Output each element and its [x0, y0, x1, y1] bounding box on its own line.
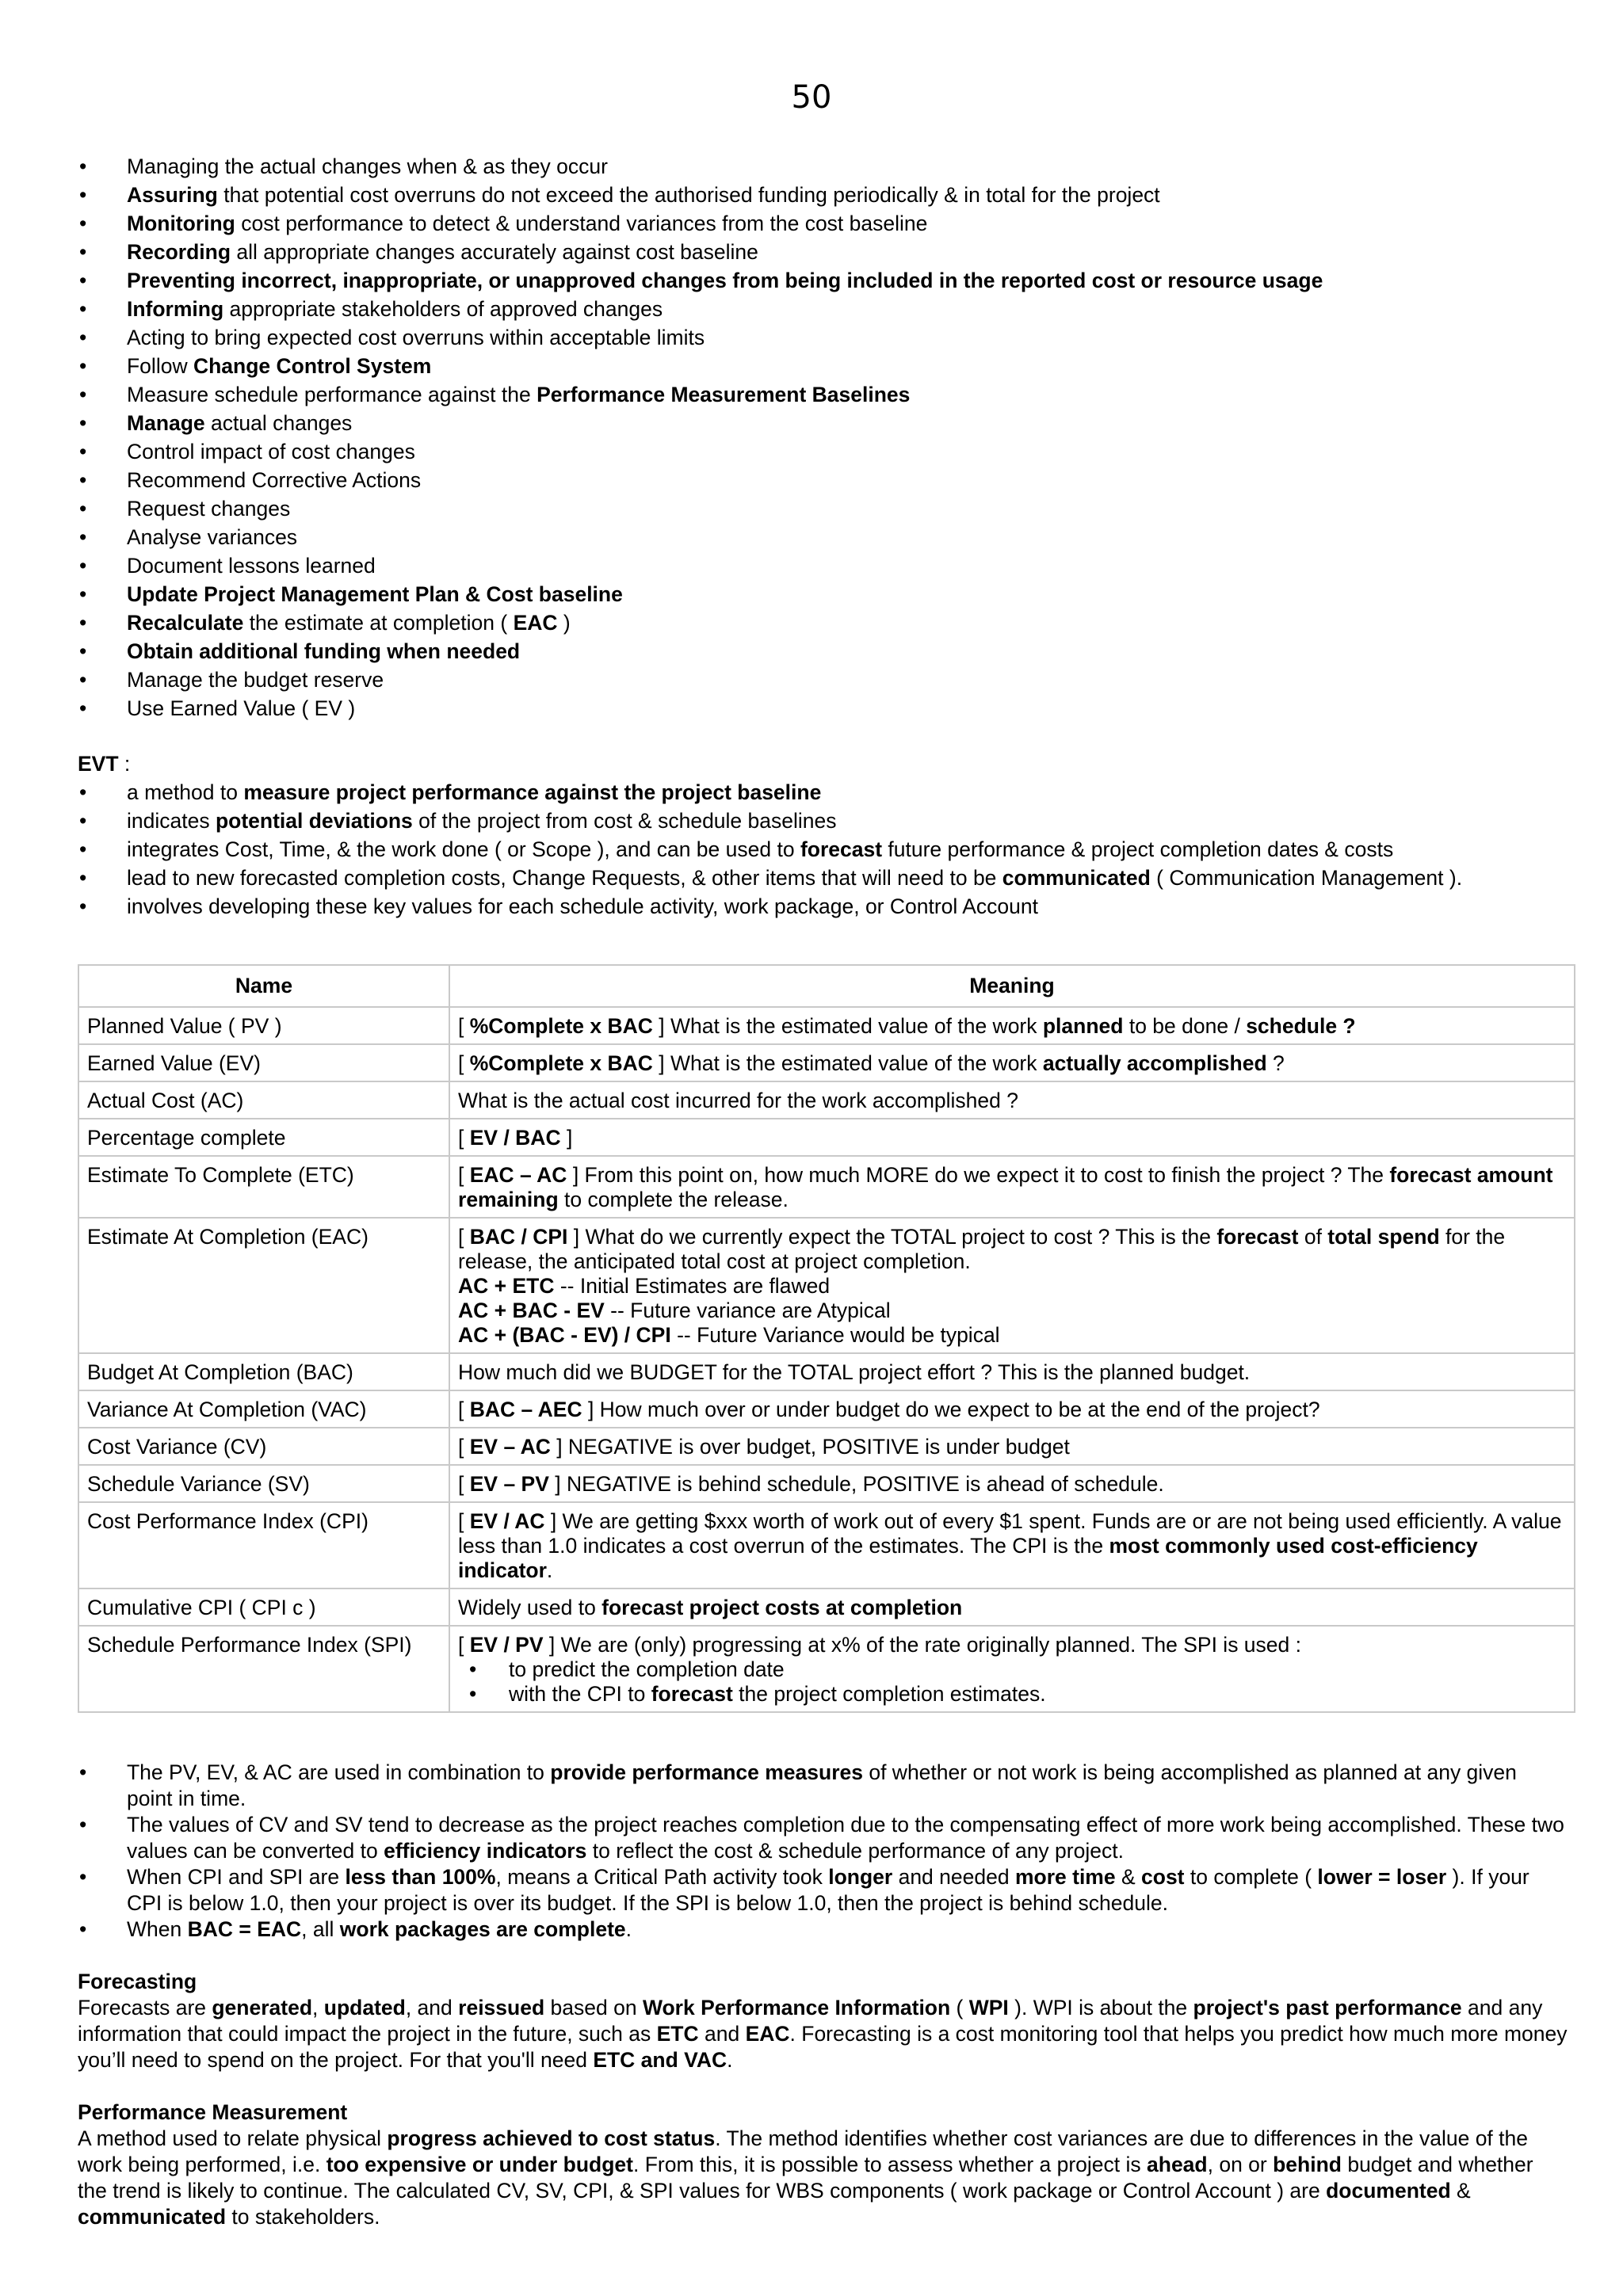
text-run: . Forecasting is a cost monitoring tool that helps you predict how much more money you’ll need to spend on the project. For that you'll need — [78, 2022, 1568, 2072]
text-run: ] How much over or under budget do we expect to be at the end of the project? — [582, 1398, 1320, 1421]
list-item — [78, 864, 1568, 892]
text-run: and — [698, 2022, 746, 2046]
text-run: the project completion estimates. — [732, 1682, 1046, 1706]
bold-text: total spend — [1327, 1225, 1440, 1249]
text-run: to complete the release. — [558, 1188, 789, 1211]
performance-notes-bullet-list — [78, 1760, 1568, 1943]
bold-text: BAC = EAC — [187, 1917, 302, 1941]
bold-text: BAC / CPI — [469, 1225, 568, 1249]
list-item — [78, 238, 1568, 266]
meaning-cell — [449, 1589, 1575, 1626]
list-item — [78, 323, 1568, 352]
list-item — [78, 637, 1568, 666]
list-item — [78, 209, 1568, 238]
table-row — [78, 1589, 1575, 1626]
text-run: When — [127, 1917, 188, 1941]
bold-text: Recalculate — [127, 611, 244, 635]
bold-text: ahead — [1147, 2153, 1208, 2176]
text-run: [ — [458, 1398, 470, 1421]
text-run: -- Future variance are Atypical — [604, 1299, 891, 1322]
bold-text: forecast amount remaining — [458, 1163, 1553, 1211]
text-run: and any information that could impact the project in the future, such as — [78, 1996, 1543, 2046]
text-run: the estimate at completion ( — [243, 611, 514, 635]
bold-text: behind — [1273, 2153, 1342, 2176]
bold-text: EV – AC — [469, 1435, 551, 1459]
text-run: What is the actual cost incurred for the work accomplished ? — [458, 1089, 1018, 1112]
bold-text: ETC and VAC — [593, 2048, 727, 2072]
bold-text: provide performance measures — [550, 1760, 863, 1784]
term-cell: Schedule Variance (SV) — [78, 1465, 449, 1502]
text-run: of the project from cost & schedule baselines — [412, 809, 837, 833]
bold-text: generated — [212, 1996, 313, 2019]
list-item — [78, 466, 1568, 494]
table-row — [78, 1007, 1575, 1044]
bold-text: WPI — [968, 1996, 1009, 2019]
bold-text: EV / AC — [469, 1509, 545, 1533]
text-run: that potential cost overruns do not exceed the authorised funding periodically & in total for the project — [217, 183, 1160, 207]
term-cell: Schedule Performance Index (SPI) — [78, 1626, 449, 1712]
text-run: ? — [1266, 1051, 1285, 1075]
text-run: ). WPI is about the — [1008, 1996, 1193, 2019]
bold-text: BAC – AEC — [469, 1398, 582, 1421]
meaning-line — [458, 1323, 1566, 1348]
table-header-meaning: Meaning — [449, 965, 1575, 1007]
list-item — [78, 181, 1568, 209]
bold-text: EV / BAC — [469, 1126, 561, 1150]
text-run: . — [727, 2048, 733, 2072]
text-run: of — [1298, 1225, 1328, 1249]
bold-text: Change Control System — [193, 354, 432, 378]
text-run: -- Future Variance would be typical — [670, 1323, 1000, 1347]
forecasting-body — [78, 1995, 1568, 2073]
bold-text: forecast — [1216, 1225, 1299, 1249]
text-run: -- Initial Estimates are flawed — [554, 1274, 831, 1298]
meaning-line — [458, 1509, 1566, 1583]
text-run: with the CPI to — [509, 1682, 651, 1706]
text-run: for the release, the anticipated total cost at project completion. — [458, 1225, 1506, 1273]
text-run: , — [312, 1996, 324, 2019]
text-run: . From this, it is possible to assess whether a project is — [632, 2153, 1148, 2176]
list-item — [78, 1917, 1568, 1943]
text-run: ] What is the estimated value of the work — [652, 1014, 1043, 1038]
list-item — [78, 551, 1568, 580]
table-row — [78, 1353, 1575, 1390]
bold-text: too expensive or under budget — [326, 2153, 633, 2176]
bold-text: Monitoring — [127, 212, 235, 235]
text-run: , means a Critical Path activity took — [495, 1865, 829, 1889]
bold-text: AC + (BAC - EV) / CPI — [458, 1323, 671, 1347]
evt-heading-colon: : — [118, 752, 131, 776]
bold-text: lower = loser — [1317, 1865, 1447, 1889]
list-item — [78, 580, 1568, 608]
bold-text: planned — [1042, 1014, 1124, 1038]
bold-text: less than 100% — [345, 1865, 496, 1889]
term-cell: Cumulative CPI ( CPI c ) — [78, 1589, 449, 1626]
bold-text: Recording — [127, 240, 231, 264]
bold-text: actually accomplished — [1042, 1051, 1267, 1075]
text-run: . The method identifies whether cost variances are due to differences in the value of the work being performed, i.e. — [78, 2126, 1528, 2176]
meaning-line — [458, 1398, 1566, 1422]
bold-text: Work Performance Information — [642, 1996, 951, 2019]
term-cell: Actual Cost (AC) — [78, 1081, 449, 1119]
bold-text: project's past performance — [1193, 1996, 1462, 2019]
meaning-line — [458, 1435, 1566, 1459]
main-content — [78, 152, 1568, 921]
text-run: ] What is the estimated value of the work — [652, 1051, 1043, 1075]
text-run: integrates Cost, Time, & the work done ( or Scope ), and can be used to — [127, 837, 800, 861]
bold-text: EV – PV — [469, 1472, 549, 1496]
text-run: Use Earned Value ( EV ) — [127, 696, 356, 720]
bold-text: forecast project costs at completion — [601, 1596, 963, 1619]
evt-heading — [78, 749, 1568, 778]
list-item — [78, 778, 1568, 807]
bold-text: AC + ETC — [458, 1274, 555, 1298]
text-run: Request changes — [127, 497, 291, 521]
list-item — [78, 409, 1568, 437]
bold-text: EV / PV — [469, 1633, 544, 1657]
text-run: A method used to relate physical — [78, 2126, 388, 2150]
text-run: ). If your CPI is below 1.0, then your project is over its budget. If the SPI is below 1.0, then the project is behind schedule. — [127, 1865, 1529, 1915]
meaning-cell — [449, 1390, 1575, 1428]
meaning-cell — [449, 1353, 1575, 1390]
list-item — [78, 380, 1568, 409]
text-run: ( — [950, 1996, 969, 2019]
meaning-cell — [449, 1044, 1575, 1081]
bold-text: communicated — [78, 2205, 227, 2229]
text-run: & — [1115, 1865, 1142, 1889]
text-run: ] What do we currently expect the TOTAL project to cost ? This is the — [567, 1225, 1217, 1249]
bold-text: Manage — [127, 411, 205, 435]
text-run: Follow — [127, 354, 193, 378]
text-run: cost performance to detect & understand variances from the cost baseline — [235, 212, 928, 235]
term-cell: Earned Value (EV) — [78, 1044, 449, 1081]
text-run: Document lessons learned — [127, 554, 376, 578]
bold-text: EAC — [745, 2022, 790, 2046]
text-run: ] NEGATIVE is behind schedule, POSITIVE is ahead of schedule. — [548, 1472, 1164, 1496]
meaning-sub-bullet-list — [458, 1657, 1566, 1707]
bold-text: updated — [323, 1996, 406, 2019]
meaning-cell — [449, 1007, 1575, 1044]
bold-text: Informing — [127, 297, 224, 321]
meaning-line — [458, 1633, 1566, 1657]
text-run: budget and whether the trend is likely to continue. The calculated CV, SV, CPI, & SPI values for WBS components ( work package or Control Account ) are — [78, 2153, 1533, 2203]
bold-text: Preventing incorrect, inappropriate, or unapproved changes from being included in the reported cost or resource usage — [127, 269, 1323, 292]
text-run: . — [546, 1558, 553, 1582]
meaning-line — [458, 1596, 1566, 1620]
text-run: involves developing these key values for each schedule activity, work package, or Control Account — [127, 894, 1038, 918]
text-run: Analyse variances — [127, 525, 298, 549]
bold-text: work packages are complete — [339, 1917, 626, 1941]
table-row — [78, 1502, 1575, 1589]
term-cell: Budget At Completion (BAC) — [78, 1353, 449, 1390]
performance-measurement-title: Performance Measurement — [78, 2100, 348, 2124]
meaning-cell — [449, 1156, 1575, 1218]
bold-text: schedule ? — [1246, 1014, 1356, 1038]
bold-text: %Complete x BAC — [469, 1051, 653, 1075]
text-run: When CPI and SPI are — [127, 1865, 346, 1889]
bold-text: forecast — [651, 1682, 733, 1706]
text-run: , and — [405, 1996, 459, 2019]
text-run: ] We are (only) progressing at x% of the rate originally planned. The SPI is used : — [543, 1633, 1301, 1657]
text-run: ) — [557, 611, 571, 635]
text-run: [ — [458, 1014, 470, 1038]
text-run: & — [1450, 2179, 1471, 2203]
bold-text: communicated — [1002, 866, 1151, 890]
text-run: ] NEGATIVE is over budget, POSITIVE is under budget — [550, 1435, 1070, 1459]
bold-text: Assuring — [127, 183, 218, 207]
list-item — [78, 266, 1568, 295]
text-run: a method to — [127, 780, 244, 804]
text-run: appropriate stakeholders of approved changes — [223, 297, 663, 321]
text-run: to stakeholders. — [226, 2205, 380, 2229]
table-row — [78, 1218, 1575, 1353]
text-run: [ — [458, 1633, 470, 1657]
list-item — [78, 807, 1568, 835]
table-row — [78, 1081, 1575, 1119]
list-item — [78, 666, 1568, 694]
text-run: to reflect the cost & schedule performance of any project. — [586, 1839, 1124, 1863]
list-item — [78, 437, 1568, 466]
performance-measurement-section — [78, 2100, 1568, 2230]
text-run: [ — [458, 1472, 470, 1496]
text-run: future performance & project completion dates & costs — [882, 837, 1394, 861]
list-item — [78, 1760, 1568, 1812]
bold-text: progress achieved to cost status — [387, 2126, 716, 2150]
meaning-line — [458, 1051, 1566, 1076]
term-cell: Estimate At Completion (EAC) — [78, 1218, 449, 1353]
list-item — [78, 608, 1568, 637]
bold-text: efficiency indicators — [384, 1839, 587, 1863]
meaning-cell — [449, 1502, 1575, 1589]
forecasting-title: Forecasting — [78, 1970, 197, 1993]
text-run: ] From this point on, how much MORE do we expect it to cost to finish the project ? The — [567, 1163, 1390, 1187]
meaning-line — [458, 1126, 1566, 1150]
table-row — [78, 1465, 1575, 1502]
text-run: Acting to bring expected cost overruns within acceptable limits — [127, 326, 705, 349]
text-run: The PV, EV, & AC are used in combination to — [127, 1760, 551, 1784]
bold-text: Update Project Management Plan & Cost baseline — [127, 582, 623, 606]
text-run: Forecasts are — [78, 1996, 212, 2019]
table-row — [78, 1119, 1575, 1156]
meaning-line — [458, 1163, 1566, 1212]
text-run: to predict the completion date — [509, 1657, 785, 1681]
meaning-cell — [449, 1626, 1575, 1712]
meaning-cell — [449, 1428, 1575, 1465]
text-run: lead to new forecasted completion costs, Change Requests, & other items that will need to be — [127, 866, 1002, 890]
bold-text: more time — [1014, 1865, 1116, 1889]
text-run: based on — [544, 1996, 643, 2019]
list-item — [78, 694, 1568, 723]
text-run: How much did we BUDGET for the TOTAL project effort ? This is the planned budget. — [458, 1360, 1251, 1384]
bold-text: longer — [828, 1865, 893, 1889]
term-cell: Percentage complete — [78, 1119, 449, 1156]
list-item — [458, 1657, 1566, 1682]
performance-measurement-body — [78, 2126, 1568, 2230]
bold-text: forecast — [800, 837, 883, 861]
list-item — [78, 152, 1568, 181]
table-header-row — [78, 965, 1575, 1007]
bold-text: Performance Measurement Baselines — [537, 383, 911, 406]
text-run: [ — [458, 1225, 470, 1249]
meaning-cell — [449, 1218, 1575, 1353]
table-row — [78, 1390, 1575, 1428]
text-run: Managing the actual changes when & as they occur — [127, 154, 608, 178]
meaning-line — [458, 1360, 1566, 1385]
text-run: Control impact of cost changes — [127, 440, 415, 463]
text-run: ] We are getting $xxx worth of work out of every $1 spent. Funds are or are not being used efficiently. A value less than 1.0 indicates a cost overrun of the estimates. The CPI is the — [458, 1509, 1562, 1558]
term-cell: Cost Variance (CV) — [78, 1428, 449, 1465]
text-run: , on or — [1207, 2153, 1274, 2176]
text-run: The values of CV and SV tend to decrease as the project reaches completion due to the compensating effect of more work being accomplished. These two values can be converted to — [127, 1813, 1564, 1863]
text-run: of whether or not work is being accomplished as planned at any given point in time. — [127, 1760, 1517, 1810]
bold-text: Obtain additional funding when needed — [127, 639, 521, 663]
list-item — [78, 523, 1568, 551]
term-cell: Estimate To Complete (ETC) — [78, 1156, 449, 1218]
term-cell: Cost Performance Index (CPI) — [78, 1502, 449, 1589]
text-run: indicates — [127, 809, 216, 833]
term-cell: Variance At Completion (VAC) — [78, 1390, 449, 1428]
meaning-line — [458, 1299, 1566, 1323]
meaning-line — [458, 1089, 1566, 1113]
evt-bullet-list — [78, 778, 1568, 921]
bold-text: reissued — [458, 1996, 545, 2019]
text-run: [ — [458, 1509, 470, 1533]
list-item — [78, 295, 1568, 323]
text-run: ( Communication Management ). — [1150, 866, 1463, 890]
table-row — [78, 1428, 1575, 1465]
bold-text: AC + BAC - EV — [458, 1299, 605, 1322]
cost-control-bullet-list — [78, 152, 1568, 723]
after-table-content — [78, 1760, 1568, 2230]
text-run: [ — [458, 1435, 470, 1459]
list-item — [78, 835, 1568, 864]
meaning-cell — [449, 1081, 1575, 1119]
earned-value-table — [78, 964, 1575, 1713]
meaning-cell — [449, 1465, 1575, 1502]
text-run: Widely used to — [458, 1596, 602, 1619]
bold-text: EAC – AC — [469, 1163, 567, 1187]
bold-text: potential deviations — [215, 809, 413, 833]
text-run: ] — [560, 1126, 573, 1150]
table-row — [78, 1044, 1575, 1081]
forecasting-section — [78, 1969, 1568, 2073]
list-item — [78, 352, 1568, 380]
table-row — [78, 1626, 1575, 1712]
list-item — [458, 1682, 1566, 1707]
text-run: Manage the budget reserve — [127, 668, 384, 692]
text-run: to complete ( — [1184, 1865, 1318, 1889]
evt-heading-label: EVT — [78, 752, 119, 776]
table-row — [78, 1156, 1575, 1218]
text-run: [ — [458, 1051, 470, 1075]
bold-text: measure project performance against the project baseline — [243, 780, 822, 804]
bold-text: %Complete x BAC — [469, 1014, 653, 1038]
text-run: to be done / — [1123, 1014, 1247, 1038]
meaning-line — [458, 1225, 1566, 1274]
list-item — [78, 1864, 1568, 1917]
text-run: all appropriate changes accurately against cost baseline — [231, 240, 758, 264]
meaning-line — [458, 1274, 1566, 1299]
page-number: 50 — [791, 79, 832, 116]
text-run: [ — [458, 1163, 470, 1187]
bold-text: cost — [1141, 1865, 1185, 1889]
text-run: Recommend Corrective Actions — [127, 468, 422, 492]
bold-text: ETC — [656, 2022, 699, 2046]
meaning-line — [458, 1472, 1566, 1497]
bold-text: documented — [1326, 2179, 1451, 2203]
text-run: , all — [301, 1917, 340, 1941]
text-run: . — [625, 1917, 632, 1941]
text-run: actual changes — [204, 411, 353, 435]
text-run: [ — [458, 1126, 470, 1150]
meaning-cell — [449, 1119, 1575, 1156]
term-cell: Planned Value ( PV ) — [78, 1007, 449, 1044]
meaning-line — [458, 1014, 1566, 1039]
list-item — [78, 494, 1568, 523]
table-header-name: Name — [78, 965, 449, 1007]
bold-text: EAC — [513, 611, 558, 635]
list-item — [78, 1812, 1568, 1864]
text-run: and needed — [892, 1865, 1015, 1889]
list-item — [78, 892, 1568, 921]
text-run: Measure schedule performance against the — [127, 383, 537, 406]
bold-text: most commonly used cost-efficiency indicator — [458, 1534, 1478, 1582]
